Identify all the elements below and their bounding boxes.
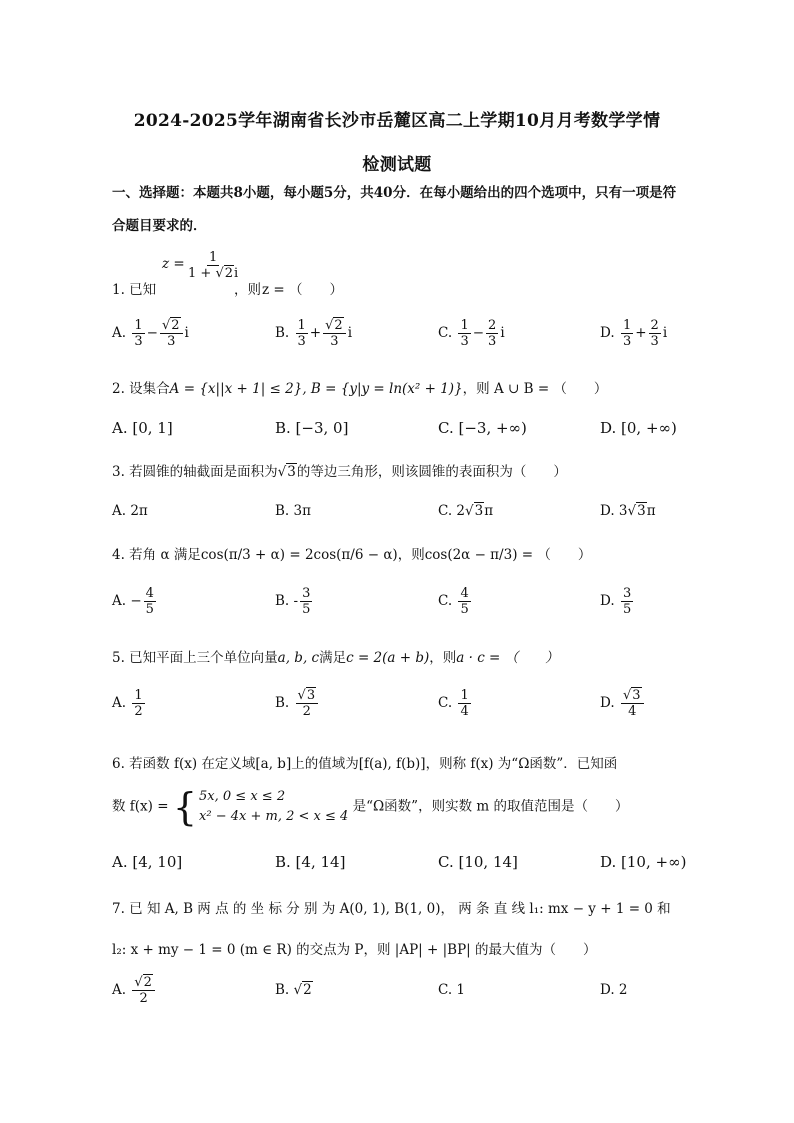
q1-option-a[interactable]: A. $\frac{1}{3}$ − $\frac{√2}{3}$ i (112, 318, 189, 349)
q6-option-a[interactable]: A. [4, 10] (112, 853, 183, 871)
q2-option-c[interactable]: C. [−3, +∞) (438, 419, 527, 437)
q1-fraction: 1 1 + √2i (188, 250, 239, 281)
q7-option-b[interactable]: B. √2 (275, 982, 312, 998)
q1-stem-c: z = （ ） (262, 282, 344, 298)
page-title-line2: 检测试题 (362, 155, 432, 175)
q1-option-c[interactable]: C. $\frac{1}{3}$ − $\frac{2}{3}$ i (438, 318, 505, 349)
q5-option-b[interactable]: B. $\frac{√3}{2}$ (275, 688, 320, 719)
q1-stem-a: 1. 已知 (112, 282, 157, 298)
question-4-stem: 4. 若角 α 满足cos(π/3 + α) = 2cos(π/6 − α)，则cos(2α − π/3) = （ ） (112, 547, 592, 563)
q5-option-d[interactable]: D. $\frac{√3}{4}$ (600, 688, 646, 719)
q7-option-d[interactable]: D. 2 (600, 982, 628, 998)
q4-option-a[interactable]: A. − $\frac{4}{5}$ (112, 586, 154, 617)
q1-option-d[interactable]: D. $\frac{1}{3}$ + $\frac{2}{3}$ i (600, 318, 668, 349)
question-5-stem: 5. 已知平面上三个单位向量a, b, c满足c = 2(a + b)，则a · c = （ ） (112, 650, 559, 666)
question-3-stem: 3. 若圆锥的轴截面是面积为√3的等边三角形，则该圆锥的表面积为（ ） (112, 464, 567, 480)
q2-option-b[interactable]: B. [−3, 0] (275, 419, 349, 437)
q7-option-c[interactable]: C. 1 (438, 982, 466, 998)
q4-option-d[interactable]: D. $\frac{3}{5}$ (600, 586, 632, 617)
q6-option-b[interactable]: B. [4, 14] (275, 853, 346, 871)
q1-z-eq: z = (162, 256, 185, 272)
q6-option-c[interactable]: C. [10, 14] (438, 853, 518, 871)
q1-stem-b: ，则 (234, 282, 261, 298)
q6-option-d[interactable]: D. [10, +∞) (600, 853, 687, 871)
q2-option-a[interactable]: A. [0, 1] (112, 419, 173, 437)
q7-option-a[interactable]: A. $\frac{√2}{2}$ (112, 975, 157, 1006)
q5-option-a[interactable]: A. $\frac{1}{2}$ (112, 688, 143, 719)
q1-option-b[interactable]: B. $\frac{1}{3}$ + $\frac{√2}{3}$ i (275, 318, 353, 349)
section-heading: 一、选择题：本题共8小题，每小题5分，共40分．在每小题给出的四个选项中，只有一项是符合题目要求的． (112, 185, 677, 234)
q3-option-a[interactable]: A. 2π (112, 503, 148, 519)
q5-option-c[interactable]: C. $\frac{1}{4}$ (438, 688, 469, 719)
q4-option-b[interactable]: B. - $\frac{3}{5}$ (275, 586, 311, 617)
q6-piecewise: { 5x, 0 ≤ x ≤ 2 x² − 4x + m, 2 < x ≤ 4 (172, 785, 349, 829)
question-7-line2: l₂: x + my − 1 = 0 (m ∈ R) 的交点为 P，则 |AP| + |BP| 的最大值为（ ） (112, 942, 597, 958)
question-2-stem: 2. 设集合A = {x||x + 1| ≤ 2}, B = {y|y = ln(x² + 1)}，则 A ∪ B = （ ） (112, 381, 608, 397)
page-title-line1: 2024-2025学年湖南省长沙市岳麓区高二上学期10月月考数学学情 (133, 111, 661, 131)
q3-option-d[interactable]: D. 3√3π (600, 503, 656, 519)
question-6-line1: 6. 若函数 f(x) 在定义域[a, b]上的值域为[f(a), f(b)]，则称 f(x) 为“Ω函数”．已知函 (112, 756, 618, 772)
q4-option-c[interactable]: C. $\frac{4}{5}$ (438, 586, 469, 617)
question-6-line2: 数 f(x) = { 5x, 0 ≤ x ≤ 2 x² − 4x + m, 2 < x ≤ 4 是“Ω函数”，则实数 m 的取值范围是（ ） (112, 785, 629, 829)
q3-option-b[interactable]: B. 3π (275, 503, 311, 519)
question-7-line1: 7. 已 知 A, B 两 点 的 坐 标 分 别 为 A(0, 1), B(1, 0)， 两 条 直 线 l₁: mx − y + 1 = 0 和 (112, 901, 671, 917)
q2-option-d[interactable]: D. [0, +∞) (600, 419, 677, 437)
q3-option-c[interactable]: C. 2√3π (438, 503, 494, 519)
